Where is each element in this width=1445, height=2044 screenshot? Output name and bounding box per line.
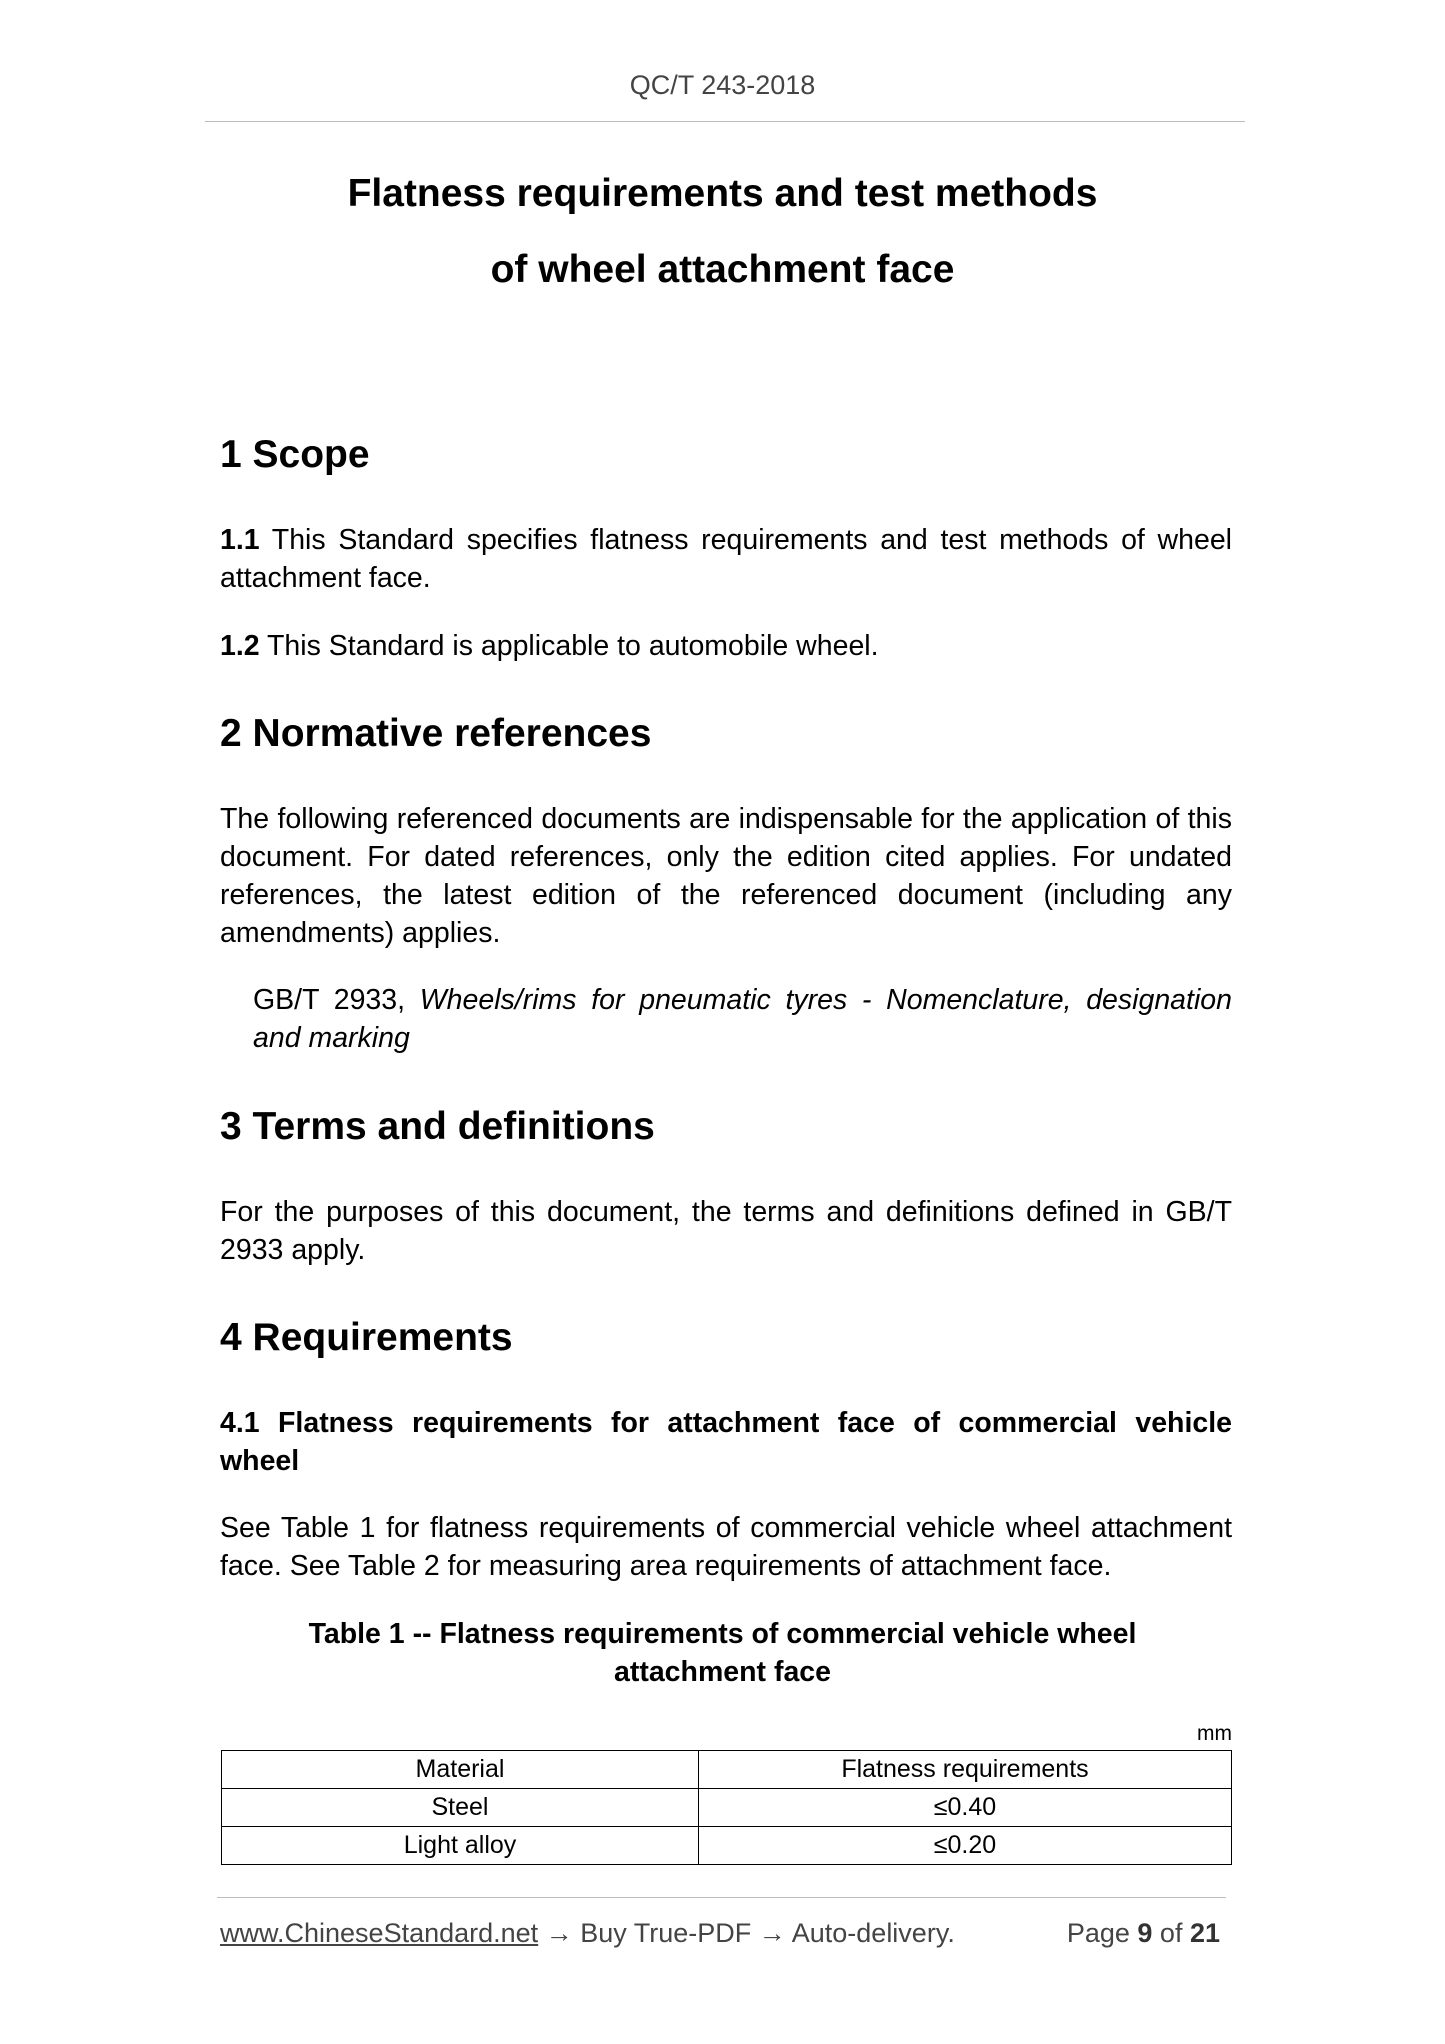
clause-1-1-text: This Standard specifies flatness requirements and test methods of wheel attachment face. xyxy=(220,524,1232,594)
table-row xyxy=(222,1827,1232,1865)
clause-4-1-heading: 4.1 Flatness requirements for attachment face of commercial vehicle wheel xyxy=(220,1407,1232,1477)
column-header-flatness: Flatness requirements xyxy=(699,1751,1232,1789)
table-1 xyxy=(221,1750,1232,1865)
clause-1-2-number: 1.2 xyxy=(220,630,260,662)
page-label: Page xyxy=(1066,1918,1138,1948)
table-row xyxy=(222,1789,1232,1827)
section-3-heading: 3 Terms and definitions xyxy=(220,1105,655,1148)
clause-1-1-number: 1.1 xyxy=(220,524,260,556)
table-1-caption-line2: attachment face xyxy=(614,1656,831,1688)
page-indicator xyxy=(1067,1918,1220,1949)
header-code: QC/T 243-2018 xyxy=(629,70,816,100)
section-2-paragraph: The following referenced documents are indispensable for the application of this document. For dated references, only the edition cited applies. For undated references, the latest edition of the referenced document (including any amendments) applies. xyxy=(220,803,1232,949)
footer-promo xyxy=(220,1918,955,1949)
section-4-heading: 4 Requirements xyxy=(220,1316,513,1359)
clause-1-1 xyxy=(220,521,1232,597)
column-header-material: Material xyxy=(222,1751,699,1789)
header-divider xyxy=(205,121,1245,122)
footer-tagline: → Buy True-PDF → Auto-delivery. xyxy=(538,1918,955,1948)
clause-1-2 xyxy=(220,627,1232,665)
reference-code: GB/T 2933, xyxy=(253,984,420,1016)
table-cell-material: Light alloy xyxy=(222,1827,699,1865)
website-link[interactable]: www.ChineseStandard.net xyxy=(220,1918,539,1948)
total-pages: 21 xyxy=(1189,1918,1220,1948)
section-2-heading: 2 Normative references xyxy=(220,712,652,755)
table-1-caption-line1: Table 1 -- Flatness requirements of commercial vehicle wheel xyxy=(308,1618,1137,1650)
normative-reference xyxy=(253,981,1232,1057)
table-header-row xyxy=(222,1751,1232,1789)
clause-4-1-paragraph: See Table 1 for flatness requirements of commercial vehicle wheel attachment face. See Table 2 for measuring area requirements of attachment face. xyxy=(220,1512,1232,1582)
footer-divider xyxy=(217,1897,1226,1898)
reference-title: Wheels/rims for pneumatic tyres - Nomenclature, designation and marking xyxy=(253,984,1232,1054)
document-title-line1: Flatness requirements and test methods xyxy=(347,172,1098,215)
table-cell-flatness: ≤0.20 xyxy=(699,1827,1232,1865)
table-cell-material: Steel xyxy=(222,1789,699,1827)
section-3-paragraph: For the purposes of this document, the terms and definitions defined in GB/T 2933 apply. xyxy=(220,1196,1232,1266)
table-cell-flatness: ≤0.40 xyxy=(699,1789,1232,1827)
section-1-heading: 1 Scope xyxy=(220,433,370,476)
of-label: of xyxy=(1152,1918,1190,1948)
current-page-number: 9 xyxy=(1137,1918,1153,1948)
table-1-unit: mm xyxy=(1197,1722,1232,1745)
clause-1-2-text: This Standard is applicable to automobile wheel. xyxy=(259,630,879,662)
document-title-line2: of wheel attachment face xyxy=(490,248,955,291)
